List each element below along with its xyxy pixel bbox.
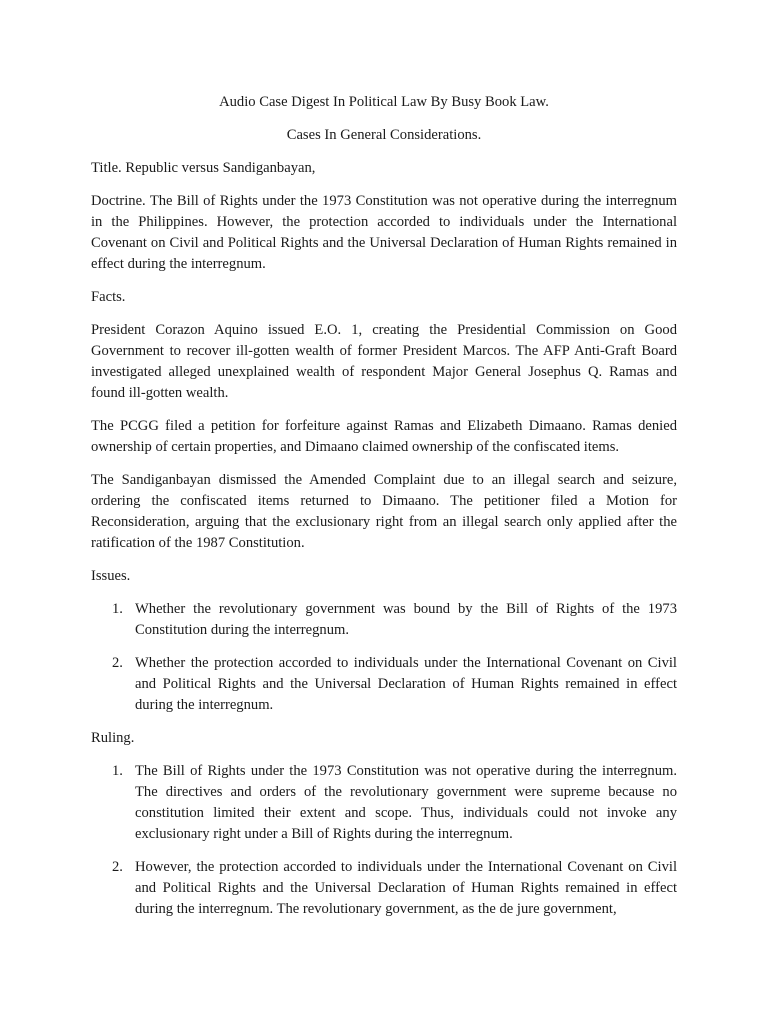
ruling-item bbox=[91, 761, 677, 845]
ruling-heading: Ruling. bbox=[91, 730, 135, 746]
ruling-text: The Bill of Rights under the 1973 Constitution was not operative during the interregnum. The directives and orders of the revolutionary government were supreme because no constitution limited their extent and scope. Thus, individuals could not invoke any exclusionary right under a Bill of Rights during the interregnum. bbox=[135, 763, 677, 842]
issues-heading: Issues. bbox=[91, 568, 131, 584]
facts-paragraph: The Sandiganbayan dismissed the Amended Complaint due to an illegal search and seizure, ordering the confiscated items returned to Dimaano. The petitioner filed a Motion for Reconsideration, arguing that the exclusionary right from an illegal search only applied after the ratification of the 1987 Constitution. bbox=[91, 472, 677, 551]
facts-paragraph: President Corazon Aquino issued E.O. 1, creating the Presidential Commission on Good Government to recover ill-gotten wealth of former President Marcos. The AFP Anti-Graft Board investigated alleged unexplained wealth of respondent Major General Josephus Q. Ramas and found ill-gotten wealth. bbox=[91, 322, 677, 401]
document-title: Audio Case Digest In Political Law By Busy Book Law. bbox=[219, 94, 549, 110]
case-title: Title. Republic versus Sandiganbayan, bbox=[91, 160, 316, 176]
document-page bbox=[91, 92, 677, 932]
issues-list bbox=[91, 599, 677, 716]
ruling-list bbox=[91, 761, 677, 920]
ruling-number: 1. bbox=[112, 763, 123, 779]
ruling-item bbox=[91, 857, 677, 920]
issue-number: 1. bbox=[112, 601, 123, 617]
issue-text: Whether the revolutionary government was bound by the Bill of Rights of the 1973 Constitution during the interregnum. bbox=[135, 601, 677, 638]
issue-item bbox=[91, 599, 677, 641]
document-subtitle: Cases In General Considerations. bbox=[286, 127, 482, 143]
issue-text: Whether the protection accorded to individuals under the International Covenant on Civil and Political Rights and the Universal Declaration of Human Rights remained in effect during the interregnum. bbox=[135, 655, 677, 713]
ruling-number: 2. bbox=[112, 859, 123, 875]
issue-number: 2. bbox=[112, 655, 123, 671]
ruling-text: However, the protection accorded to individuals under the International Covenant on Civil and Political Rights and the Universal Declaration of Human Rights remained in effect during the interregnum. The revolutionary government, as the de jure government, bbox=[135, 859, 677, 917]
doctrine-paragraph: Doctrine. The Bill of Rights under the 1973 Constitution was not operative during the interregnum in the Philippines. However, the protection accorded to individuals under the International Covenant on Civil and Political Rights and the Universal Declaration of Human Rights remained in effect during the interregnum. bbox=[91, 193, 677, 272]
facts-paragraph: The PCGG filed a petition for forfeiture against Ramas and Elizabeth Dimaano. Ramas denied ownership of certain properties, and Dimaano claimed ownership of the confiscated items. bbox=[91, 418, 677, 455]
issue-item bbox=[91, 653, 677, 716]
facts-heading: Facts. bbox=[91, 289, 126, 305]
